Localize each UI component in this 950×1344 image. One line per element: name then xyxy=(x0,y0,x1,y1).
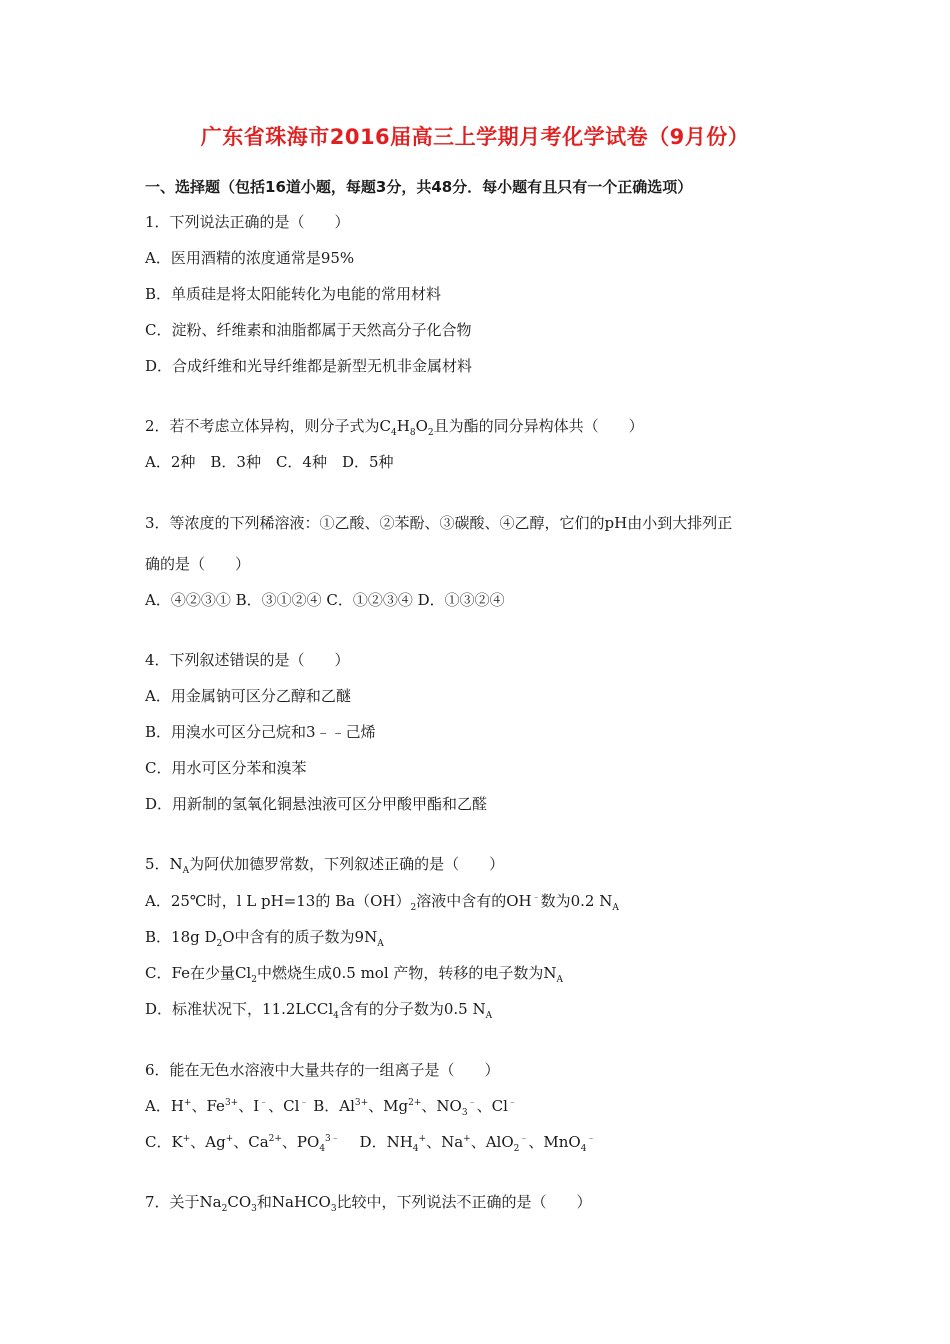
q4-option-a: A．用金属钠可区分乙醇和乙醚 xyxy=(145,687,351,705)
q5-stem-n: 5．N xyxy=(145,855,183,873)
q6-l1-t6: 、Cl xyxy=(268,1097,300,1115)
q5-a-part2: 溶液中含有的OH xyxy=(416,892,532,910)
q5-d-sub1: 4 xyxy=(333,1011,339,1021)
q6-options-line2 xyxy=(145,1132,595,1152)
q2-formula-o-count: 2 xyxy=(427,428,434,438)
q5-option-b xyxy=(145,927,384,947)
q5-b-sub1: 2 xyxy=(216,939,223,949)
q7-s4: 3 xyxy=(251,1204,257,1214)
q5-c-sub2: A xyxy=(556,975,564,985)
q6-l1-s11: 2+ xyxy=(408,1098,422,1108)
q2-formula-h: H xyxy=(396,417,410,435)
q5-d-part2: 含有的分子数为0.5 N xyxy=(338,1000,486,1018)
q4-option-c: C．用水可区分苯和溴苯 xyxy=(145,759,307,777)
q1-stem: 1．下列说法正确的是（ ） xyxy=(145,213,350,231)
q5-d-sub2: A xyxy=(485,1011,493,1021)
section-heading: 一、选择题（包括16道小题，每题3分，共48分．每小题有且只有一个正确选项） xyxy=(145,178,693,196)
q6-l1-s14: ﹣ xyxy=(467,1098,477,1108)
q6-l1-s1: + xyxy=(183,1098,192,1108)
q6-l2-s5: 2+ xyxy=(268,1134,282,1144)
q6-l1-s7: ﹣ xyxy=(299,1098,309,1108)
q6-l1-t8: B．Al xyxy=(308,1097,355,1115)
q1-option-d: D．合成纤维和光导纤维都是新型无机非金属材料 xyxy=(145,357,473,375)
q2-stem-post: 且为酯的同分异构体共（ ） xyxy=(433,417,644,435)
q5-b-part1: B．18g D xyxy=(145,928,217,946)
q5-stem-rest: 为阿伏加德罗常数，下列叙述正确的是（ ） xyxy=(189,855,505,873)
q6-l2-b18: 4 xyxy=(580,1144,587,1154)
q5-b-sub2: A xyxy=(377,939,384,949)
q2-formula-h-count: 8 xyxy=(409,428,416,438)
q6-l2-s11: + xyxy=(418,1134,427,1144)
q5-option-c xyxy=(145,963,563,983)
q1-option-b: B．单质硅是将太阳能转化为电能的常用材料 xyxy=(145,285,442,303)
q2-stem-pre: 2．若不考虑立体异构，则分子式为C xyxy=(145,417,392,435)
q6-l2-s3: + xyxy=(225,1134,234,1144)
q4-stem: 4．下列叙述错误的是（ ） xyxy=(145,651,350,669)
q6-l2-t0: C．K xyxy=(145,1133,183,1151)
q5-a-sub2: A xyxy=(612,903,619,913)
q5-d-part1: D．标准状况下，11.2LCCl xyxy=(145,1000,334,1018)
q5-option-a xyxy=(145,891,619,911)
q5-a-sub1: 2 xyxy=(410,903,417,913)
q5-a-sup: ﹣ xyxy=(531,893,541,903)
q4-option-b: B．用溴水可区分己烷和3﹣﹣己烯 xyxy=(145,723,376,741)
q6-l2-s1: + xyxy=(182,1134,191,1144)
q6-l2-t2: 、Ag xyxy=(190,1133,226,1151)
q6-l2-t9: D．NH xyxy=(339,1133,413,1151)
q6-options-line1 xyxy=(145,1096,517,1116)
q6-l1-s3: 3+ xyxy=(224,1098,239,1108)
q3-options: A．④②③① B．③①②④ C．①②③④ D．①③②④ xyxy=(145,591,505,609)
q6-l2-b7: 4 xyxy=(319,1144,326,1154)
q6-l2-s16: ﹣ xyxy=(519,1134,529,1144)
q6-l1-t2: 、Fe xyxy=(191,1097,225,1115)
q2-formula-c-count: 4 xyxy=(391,428,397,438)
q4-option-d: D．用新制的氢氧化铜悬浊液可区分甲酸甲酯和乙醛 xyxy=(145,795,488,813)
q7-s6: 3 xyxy=(330,1204,337,1214)
q6-l1-s9: 3+ xyxy=(354,1098,369,1108)
q6-l1-t15: 、Cl xyxy=(476,1097,508,1115)
q5-c-part2: 中燃烧生成0.5 mol 产物，转移的电子数为N xyxy=(256,964,557,982)
q7-s2: 2 xyxy=(221,1204,228,1214)
q6-l1-t0: A．H xyxy=(145,1097,184,1115)
q5-option-d xyxy=(145,999,492,1019)
q2-formula-o: O xyxy=(415,417,428,435)
q6-l2-t14: 、AlO xyxy=(470,1133,514,1151)
q5-c-sub1: 2 xyxy=(251,975,257,985)
q6-l1-s5: ﹣ xyxy=(259,1098,269,1108)
q6-l2-t4: 、Ca xyxy=(233,1133,269,1151)
q5-b-part2: O中含有的质子数为9N xyxy=(222,928,378,946)
q7-s7: 比较中，下列说法不正确的是（ ） xyxy=(336,1193,592,1211)
q6-l2-t17: 、MnO xyxy=(528,1133,581,1151)
q7-stem xyxy=(145,1192,592,1212)
q6-l2-t12: 、Na xyxy=(426,1133,464,1151)
q5-stem-n-sub: A xyxy=(182,866,190,876)
document-title: 广东省珠海市2016届高三上学期月考化学试卷（9月份） xyxy=(200,125,750,149)
q7-s3: CO xyxy=(227,1193,252,1211)
q7-s5: 和NaHCO xyxy=(256,1193,331,1211)
q5-stem xyxy=(145,854,504,874)
q6-l1-s16: ﹣ xyxy=(507,1098,517,1108)
q6-l1-t12: 、NO xyxy=(421,1097,462,1115)
q5-c-part1: C．Fe在少量Cl xyxy=(145,964,252,982)
q6-l2-s19: ﹣ xyxy=(586,1134,596,1144)
q3-stem-line2: 确的是（ ） xyxy=(145,555,251,573)
q6-l1-t4: 、I xyxy=(238,1097,260,1115)
q6-l1-b13: 3 xyxy=(461,1108,468,1118)
q3-stem-line1: 3．等浓度的下列稀溶液：①乙酸、②苯酚、③碳酸、④乙醇，它们的pH由小到大排列正 xyxy=(145,514,733,532)
q5-a-part3: 数为0.2 N xyxy=(540,892,613,910)
q6-stem: 6．能在无色水溶液中大量共存的一组离子是（ ） xyxy=(145,1061,500,1079)
q2-options: A．2种 B．3种 C．4种 D．5种 xyxy=(145,453,394,471)
q1-option-c: C．淀粉、纤维素和油脂都属于天然高分子化合物 xyxy=(145,321,472,339)
q1-option-a: A．医用酒精的浓度通常是95% xyxy=(145,249,355,267)
q6-l2-s8: 3﹣ xyxy=(325,1134,340,1144)
q6-l2-t6: 、PO xyxy=(281,1133,320,1151)
q6-l2-b10: 4 xyxy=(412,1144,419,1154)
q2-stem xyxy=(145,416,644,436)
q5-a-part1: A．25℃时，l L pH=13的 Ba（OH） xyxy=(145,892,411,910)
q6-l2-s13: + xyxy=(463,1134,471,1144)
q6-l2-b15: 2 xyxy=(513,1144,520,1154)
q7-s1: 7．关于Na xyxy=(145,1193,222,1211)
q6-l1-t10: 、Mg xyxy=(368,1097,409,1115)
